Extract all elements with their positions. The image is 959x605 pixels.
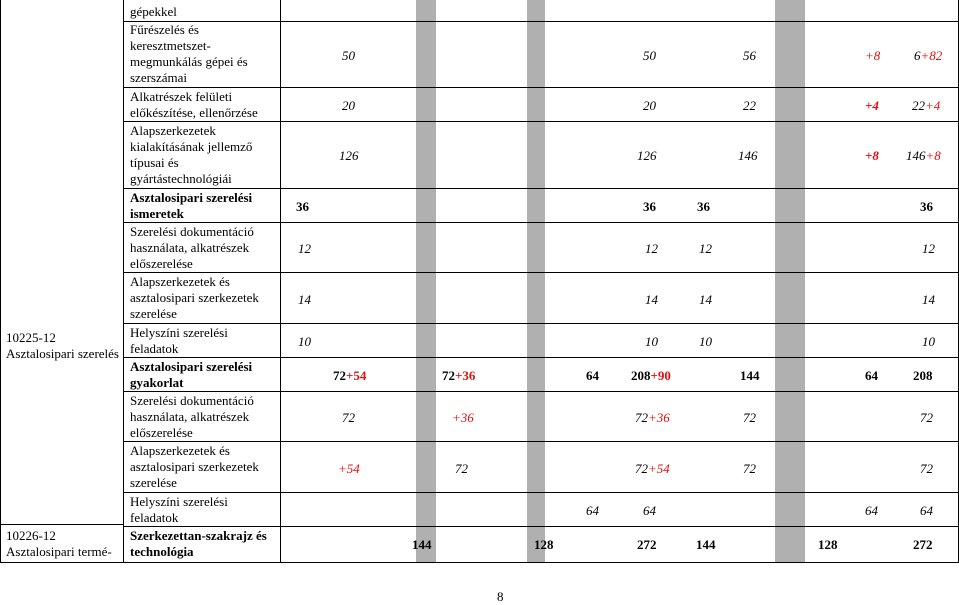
topic-label: Alapszerkezetek és asztalosipari szerkezetek szerelése [130, 443, 259, 490]
page-number: 8 [497, 589, 504, 604]
hours-cell: 146 [738, 148, 758, 163]
hours-cell: 14 [645, 292, 658, 307]
topic-label: Szerelési dokumentáció használata, alkatrészek előszerelése [130, 224, 254, 271]
hours-cell: 272 [913, 537, 933, 552]
hours-cell: 14 [699, 292, 712, 307]
hours-cell: 208 [913, 368, 933, 383]
hours-cell: 146+8 [906, 148, 941, 163]
hours-cell: 72+36 [442, 368, 476, 383]
topic-label: Szerkezettan-szakrajz és technológia [130, 528, 267, 559]
topic-label: Helyszíni szerelési feladatok [130, 494, 228, 525]
hours-cell: 126 [339, 148, 359, 163]
module-title: 10226-12 Asztalosipari termé- [6, 528, 112, 559]
hours-cell: 50 [643, 48, 656, 63]
topic-label: Szerelési dokumentáció használata, alkatrészek előszerelése [130, 393, 254, 440]
hours-cell: 64 [586, 368, 599, 383]
shaded-column [775, 0, 805, 563]
hours-cell: 14 [298, 292, 311, 307]
hours-cell: 10 [699, 334, 712, 349]
hours-cell: 64 [586, 503, 599, 518]
hours-cell: 64 [865, 368, 878, 383]
hours-cell: 72 [743, 461, 756, 476]
hours-cell: 20 [643, 98, 656, 113]
hours-cell: 50 [342, 48, 355, 63]
hours-cell: 72 [920, 461, 933, 476]
hours-cell: 72+54 [333, 368, 367, 383]
hours-cell: 208+90 [631, 368, 671, 383]
hours-cell: +8 [865, 48, 881, 63]
hours-cell: 144 [412, 537, 432, 552]
hours-cell: 72+36 [635, 410, 670, 425]
hours-cell: 20 [342, 98, 355, 113]
topic-label: Asztalosipari szerelési ismeretek [130, 190, 253, 221]
hours-cell: 36 [643, 199, 656, 214]
topic-label: Alapszerkezetek kialakításának jellemző típusai és gyártástechnológiái [130, 123, 253, 186]
topic-label: Alkatrészek felületi előkészítése, ellenőrzése [130, 89, 258, 120]
hours-cell: 22 [743, 98, 756, 113]
hours-cell: 22+4 [912, 98, 941, 113]
hours-cell: 10 [645, 334, 658, 349]
hours-cell: 36 [296, 199, 309, 214]
hours-cell: 72 [920, 410, 933, 425]
hours-cell: 12 [298, 241, 311, 256]
hours-cell: 144 [696, 537, 716, 552]
hours-cell: +54 [338, 461, 360, 476]
module-title: 10225-12 Asztalosipari szerelés [6, 330, 119, 361]
hours-cell: 72 [342, 410, 355, 425]
shaded-column [527, 0, 545, 563]
hours-cell: 36 [920, 199, 933, 214]
hours-cell: 12 [645, 241, 658, 256]
hours-cell: +36 [452, 410, 474, 425]
hours-cell: 56 [743, 48, 756, 63]
hours-cell: +8 [865, 148, 879, 163]
topic-label: Alapszerkezetek és asztalosipari szerkezetek szerelése [130, 274, 259, 321]
hours-cell: 144 [740, 368, 760, 383]
hours-cell: 72 [455, 461, 468, 476]
topic-label: Fűrészelés és keresztmetszet-megmunkálás gépei és szerszámai [130, 22, 248, 85]
hours-cell: 10 [298, 334, 311, 349]
hours-cell: 64 [865, 503, 878, 518]
hours-cell: 72 [743, 410, 756, 425]
hours-cell: 126 [637, 148, 657, 163]
hours-cell: 64 [920, 503, 933, 518]
hours-cell: 12 [922, 241, 935, 256]
hours-cell: 64 [643, 503, 656, 518]
topic-label: Asztalosipari szerelési gyakorlat [130, 359, 253, 390]
hours-cell: 128 [818, 537, 838, 552]
hours-cell: 10 [922, 334, 935, 349]
hours-cell: 72+54 [635, 461, 670, 476]
topic-label: Helyszíni szerelési feladatok [130, 325, 228, 356]
hours-cell: 36 [697, 199, 710, 214]
hours-cell: +4 [865, 98, 879, 113]
hours-cell: 6+82 [914, 48, 943, 63]
hours-cell: 14 [922, 292, 935, 307]
hours-cell: 12 [699, 241, 712, 256]
shaded-column [416, 0, 436, 563]
topic-label: gépekkel [130, 4, 177, 19]
hours-cell: 128 [534, 537, 554, 552]
hours-cell: 272 [637, 537, 657, 552]
